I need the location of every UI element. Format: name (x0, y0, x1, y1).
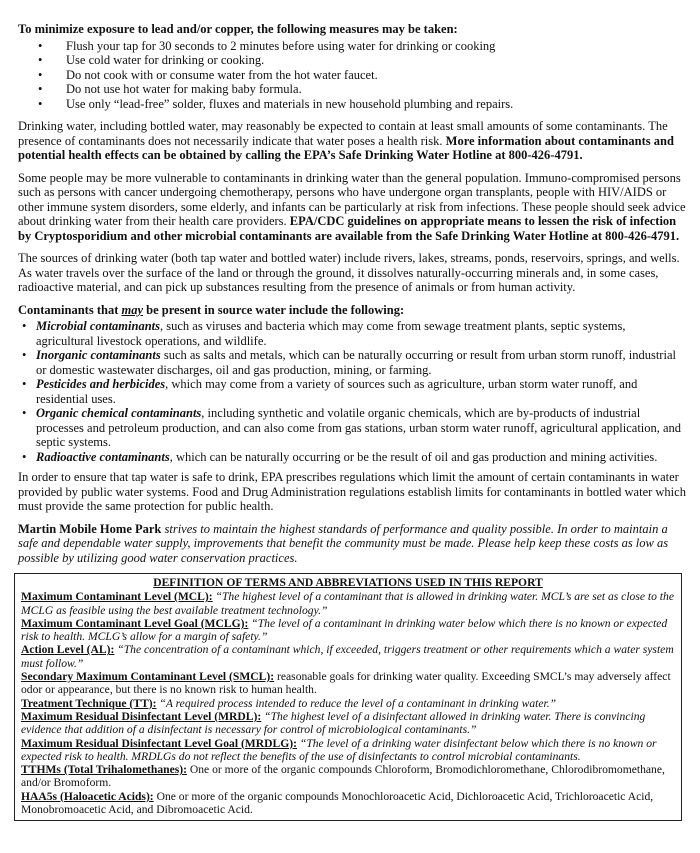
definition-term: Maximum Residual Disinfectant Level Goal (MRDLG): (21, 736, 297, 750)
list-item (18, 377, 686, 406)
list-item: • Do not cook with or consume water from the hot water faucet. (18, 68, 686, 83)
paragraph-text: Drinking water, including bottled water, may reasonably be expected to contain at least small amounts of some contaminants. The presence of contaminants does not necessarily indicate that water poses a health risk. (18, 119, 668, 148)
measures-list (18, 39, 686, 112)
contaminant-text: , which may come from a variety of sources such as agriculture, urban storm water runoff, and residential uses. (36, 377, 638, 406)
list-item: • Use only “lead-free” solder, fluxes and materials in new household plumbing and repairs. (18, 97, 686, 112)
definition-text: One or more of the organic compounds Chloroform, Bromodichloromethane, Chlorodibromomethane, and/or Bromoform. (21, 763, 665, 790)
list-item: • Flush your tap for 30 seconds to 2 minutes before using water for drinking or cooking (18, 39, 686, 54)
contaminants-info-paragraph (18, 119, 686, 163)
definition-term: Maximum Residual Disinfectant Level (MRDL): (21, 709, 262, 723)
paragraph-text: Some people may be more vulnerable to contaminants in drinking water than the general population. Immuno-compromised persons such as persons with cancer undergoing chemotherapy, persons who have undergone organ transplants, people with HIV/AIDS or other immune system disorders, some elderly, and infants can be particularly at risk from infections. These people should seek advice about drinking water from their health care providers. (18, 170, 686, 228)
contaminant-term: Radioactive contaminants (36, 449, 170, 464)
definitions-title: DEFINITION OF TERMS AND ABBREVIATIONS USED IN THIS REPORT (153, 576, 543, 589)
definition-item (21, 590, 675, 617)
list-item (18, 450, 686, 465)
definition-text: “The level of a drinking water disinfectant below which there is no known or expected risk to health. MRDLGs do not reflect the benefits of the use of disinfectants to control microbial contaminants. (21, 736, 657, 763)
definition-item (21, 697, 675, 710)
contaminant-term: Microbial contaminants (36, 319, 160, 333)
definition-text: “The concentration of a contaminant which, if exceeded, triggers treatment or other requirements which a water system must follow.” (21, 643, 674, 670)
definition-term: Secondary Maximum Contaminant Level (SMCL): (21, 670, 275, 684)
list-item (18, 348, 686, 377)
vulnerable-people-paragraph (18, 171, 686, 244)
park-statement: strives to maintain the highest standards of performance and quality possible. In order to maintain a safe and dependable water supply, improvements that benefit the community must be made. Please help keep these costs as low as possible by utilizing good water conservation practices. (18, 521, 669, 565)
heading-emphasis: may (121, 302, 144, 317)
contaminant-text: , which can be naturally occurring or be the result of oil and gas production and mining activities. (169, 449, 658, 464)
definition-item (21, 643, 675, 670)
definition-text: “The highest level of a disinfectant allowed in drinking water. There is convincing evidence that addition of a disinfectant is necessary for control of microbiological contaminants.” (21, 709, 646, 737)
contaminant-term: Pesticides and herbicides (36, 377, 166, 391)
park-statement-paragraph (18, 522, 686, 566)
contaminant-term: Organic chemical contaminants (36, 406, 202, 420)
definition-term: Action Level (AL): (21, 643, 115, 657)
contaminants-list (18, 319, 686, 464)
hotline-notice: More information about contaminants and potential health effects can be obtained by calling the EPA’s Safe Drinking Water Hotline at 800-426-4791. (18, 133, 674, 162)
definition-item (21, 670, 675, 697)
definition-text: One or more of the organic compounds Monochloroacetic Acid, Dichloroacetic Acid, Trichloroacetic Acid, Monobromoacetic Acid, and Dibromoacetic Acid. (21, 789, 654, 817)
definition-text: reasonable goals for drinking water quality. Exceeding SMCL’s may adversely affect odor or appearance, but there is no known risk to human health. (21, 670, 671, 697)
contaminant-text: such as salts and metals, which can be naturally occurring or result from urban storm runoff, industrial or domestic wastewater discharges, oil and gas production, mining, or farming. (36, 348, 676, 377)
definition-term: Maximum Contaminant Level Goal (MCLG): (21, 616, 249, 630)
heading-text: be present in source water include the following: (143, 302, 405, 317)
definitions-box (14, 573, 682, 821)
list-item: • Use cold water for drinking or cooking. (18, 53, 686, 68)
contaminant-term: Inorganic contaminants (36, 348, 161, 362)
definition-text: “A required process intended to reduce the level of a contaminant in drinking water.” (156, 696, 557, 710)
definition-text: “The level of a contaminant in drinking water below which there is no known or expected risk to health. MCLG’s allow for a margin of safety.” (21, 616, 668, 644)
epa-cdc-notice: EPA/CDC guidelines on appropriate means to lessen the risk of infection by Cryptosporidium and other microbial contaminants are available from the Safe Drinking Water Hotline at 800-426-4791. (18, 214, 680, 243)
contaminant-text: , including synthetic and volatile organic chemicals, which are by-products of industrial processes and petroleum production, and can also come from gas stations, urban storm water runoff, agricultural application, and septic systems. (36, 406, 682, 449)
list-item (18, 406, 686, 450)
list-item: • Do not use hot water for making baby formula. (18, 82, 686, 97)
definition-item (21, 737, 675, 764)
definition-item (21, 710, 675, 737)
definition-item (21, 790, 675, 817)
regulations-paragraph: In order to ensure that tap water is safe to drink, EPA prescribes regulations which limit the amount of certain contaminants in water provided by public water systems. Food and Drug Administration regulations establish limits for contaminants in bottled water which must provide the same protection for public health. (18, 470, 686, 513)
definition-term: TTHMs (Total Trihalomethanes): (21, 763, 187, 777)
definition-term: HAA5s (Haloacetic Acids): (21, 789, 154, 803)
definition-item (21, 617, 675, 644)
definition-term: Treatment Technique (TT): (21, 696, 157, 710)
definition-term: Maximum Contaminant Level (MCL): (21, 590, 213, 604)
measures-heading: To minimize exposure to lead and/or copper, the following measures may be taken: (18, 22, 458, 36)
contaminants-heading (18, 303, 686, 318)
water-sources-paragraph: The sources of drinking water (both tap water and bottled water) include rivers, lakes, streams, ponds, reservoirs, springs, and wells. As water travels over the surface of the land or through the ground, it dissolves naturally-occurring minerals and, in some cases, radioactive material, and can pick up substances resulting from the presence of animals or from human activity. (18, 251, 680, 294)
list-item (18, 319, 686, 348)
definition-text: “The highest level of a contaminant that is allowed in drinking water. MCL’s are set as close to the MCLG as feasible using the best available treatment technology.” (21, 590, 674, 617)
park-name: Martin Mobile Home Park (18, 521, 162, 536)
contaminant-text: , such as viruses and bacteria which may come from sewage treatment plants, septic systems, agricultural livestock operations, and wildlife. (36, 319, 626, 348)
definition-item (21, 763, 675, 790)
heading-text: Contaminants that (18, 302, 122, 317)
